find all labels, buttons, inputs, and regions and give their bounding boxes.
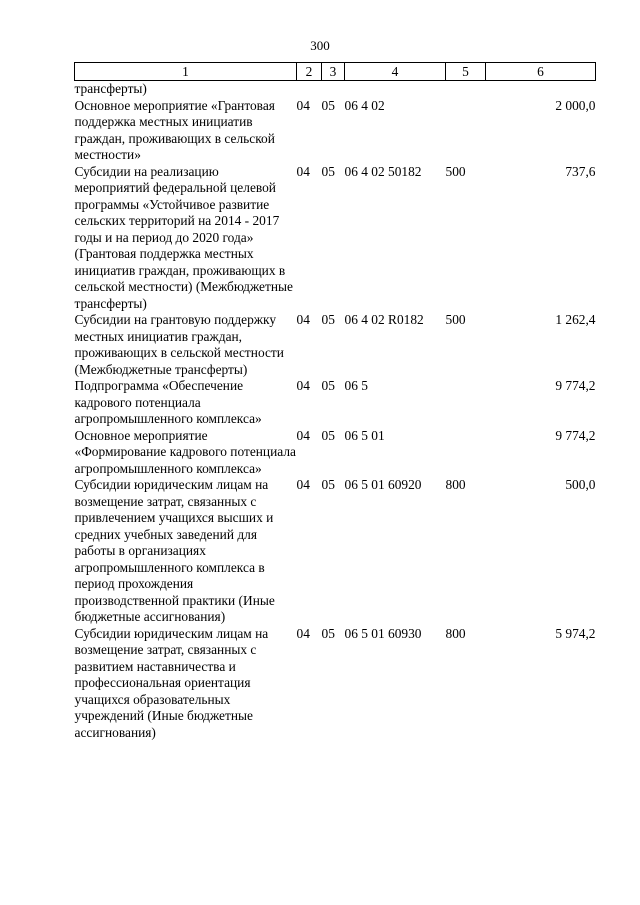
row-section: 04 [296,163,310,179]
header-col-4: 4 [345,63,446,81]
row-name: Субсидии на грантовую поддержку местных инициатив граждан, проживающих в сельской местности (Межбюджетные трансферты) [74,312,284,377]
row-expense-type: 800 [445,625,466,641]
row-subsection: 05 [321,97,335,113]
row-amount: 737,6 [565,163,596,179]
table-row [75,98,596,164]
header-col-6: 6 [486,63,596,81]
row-amount: 500,0 [565,477,596,492]
row-subsection: 05 [321,477,335,492]
continuation-text: трансферты) [74,81,147,96]
row-section: 04 [296,378,310,393]
table-row [75,626,596,742]
row-subsection: 05 [321,427,335,443]
header-col-1: 1 [75,63,297,81]
table-row [75,428,596,478]
header-col-3: 3 [322,63,345,81]
row-target-code: 06 5 01 [344,427,385,443]
row-subsection: 05 [321,312,335,327]
row-name: Субсидии на реализацию мероприятий федеральной целевой программы «Устойчивое развитие сельских территорий на 2014 - 2017 годы и на период до 2020 года» (Грантовая поддержка местных инициатив граждан, проживающих в сельской местности) (Межбюджетные трансферты) [74,163,293,311]
row-amount: 2 000,0 [555,97,596,113]
row-expense-type [446,378,486,428]
row-section: 04 [296,477,310,492]
row-section: 04 [296,97,310,113]
row-subsection: 05 [321,625,335,641]
row-amount: 9 774,2 [555,378,596,393]
row-target-code: 06 4 02 50182 [344,163,422,179]
row-section: 04 [296,312,310,327]
row-section: 04 [296,625,310,641]
row-target-code: 06 5 01 60930 [344,625,422,641]
budget-table [74,62,596,741]
header-col-2: 2 [297,63,322,81]
table-row [75,164,596,313]
row-subsection: 05 [321,163,335,179]
table-row [75,312,596,378]
row-subsection: 05 [321,378,335,393]
row-target-code: 06 5 01 60920 [344,477,422,492]
header-col-5: 5 [446,63,486,81]
row-section: 04 [296,427,310,443]
table-header-row [75,63,596,81]
row-expense-type [446,98,486,164]
row-expense-type: 500 [445,163,466,179]
row-amount: 9 774,2 [555,427,596,443]
row-target-code: 06 4 02 R0182 [344,312,424,327]
table-row [75,378,596,428]
row-name: Основное мероприятие «Формирование кадрового потенциала агропромышленного комплекса» [74,427,296,476]
row-name: Подпрограмма «Обеспечение кадрового потенциала агропромышленного комплекса» [74,378,262,426]
row-amount: 5 974,2 [555,625,596,641]
row-expense-type [446,428,486,478]
row-name: Основное мероприятие «Грантовая поддержка местных инициатив граждан, проживающих в сельской местности» [74,97,275,162]
page-number: 300 [310,38,330,53]
row-name: Субсидии юридическим лицам на возмещение затрат, связанных с развитием наставничества и профессиональная ориентация учащихся образовательных учреждений (Иные бюджетные ассигнования) [74,625,269,740]
row-target-code: 06 4 02 [344,97,385,113]
row-expense-type: 800 [445,477,466,492]
table-row [75,477,596,626]
row-amount: 1 262,4 [555,312,596,327]
row-name: Субсидии юридическим лицам на возмещение затрат, связанных с привлечением учащихся высших и средних учебных заведений для работы в организациях агропромышленного комплекса в период прохождения производственной практики (Иные бюджетные ассигнования) [74,477,275,624]
row-expense-type: 500 [445,312,466,327]
row-target-code: 06 5 [344,378,368,393]
continuation-row [75,81,596,98]
